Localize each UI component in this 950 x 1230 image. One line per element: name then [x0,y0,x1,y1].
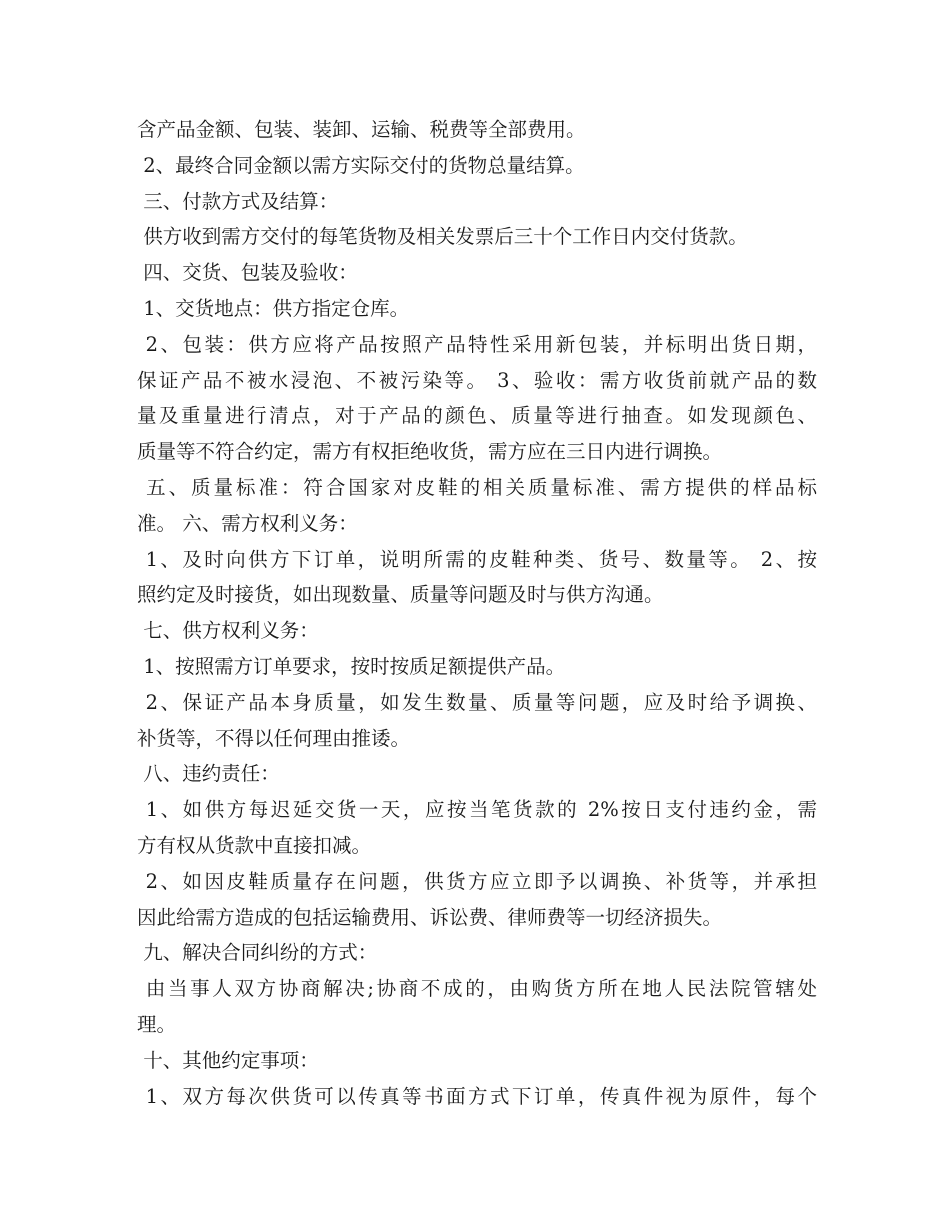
section-heading: 八、违约责任： [137,762,280,786]
text-line: 保证产品不被水浸泡、不被污染等。 3、验收：需方收货前就产品的数 [137,368,817,392]
text-line: 2、最终合同金额以需方实际交付的货物总量结算。 [137,153,585,177]
section-heading: 三、付款方式及结算： [137,189,339,213]
text-line: 质量等不符合约定，需方有权拒绝收货，需方应在三日内进行调换。 [137,440,723,464]
text-line: 方有权从货款中直接扣减。 [137,833,372,857]
text-line: 含产品金额、包装、装卸、运输、税费等全部费用。 [137,118,586,141]
document-page [137,112,817,1114]
text-line: 准。 六、需方权利义务： [137,511,358,535]
text-line: 补货等，不得以任何理由推诿。 [137,726,411,750]
text-line: 由当事人双方协商解决;协商不成的，由购货方所在地人民法院管辖处 [137,977,817,1001]
section-heading: 四、交货、包装及验收： [137,261,358,285]
section-heading: 九、解决合同纠纷的方式： [137,941,378,965]
text-line: 供方收到需方交付的每笔货物及相关发票后三十个工作日内交付货款。 [137,225,748,249]
text-line: 五、质量标准：符合国家对皮鞋的相关质量标准、需方提供的样品标 [137,475,817,499]
text-line: 照约定及时接货，如出现数量、质量等问题及时与供方沟通。 [137,583,664,607]
text-line: 因此给需方造成的包括运输费用、诉讼费、律师费等一切经济损失。 [137,905,723,929]
section-heading: 七、供方权利义务： [137,619,319,643]
text-line: 1、及时向供方下订单，说明所需的皮鞋种类、货号、数量等。 2、按 [137,547,817,571]
text-line: 2、保证产品本身质量，如发生数量、质量等问题，应及时给予调换、 [137,690,817,714]
section-heading: 十、其他约定事项： [137,1048,319,1072]
text-line: 2、如因皮鞋质量存在问题，供货方应立即予以调换、补货等，并承担 [137,869,817,893]
text-line: 1、双方每次供货可以传真等书面方式下订单，传真件视为原件，每个 [137,1084,817,1108]
text-line: 量及重量进行清点，对于产品的颜色、质量等进行抽查。如发现颜色、 [137,404,817,428]
text-line: 1、按照需方订单要求，按时按质足额提供产品。 [137,654,566,678]
text-line: 理。 [137,1012,177,1036]
text-line: 1、交货地点：供方指定仓库。 [137,296,410,320]
text-line: 1、如供方每迟延交货一天，应按当笔货款的 2%按日支付违约金，需 [137,798,817,822]
text-line: 2、包装：供方应将产品按照产品特性采用新包装，并标明出货日期， [137,332,817,356]
